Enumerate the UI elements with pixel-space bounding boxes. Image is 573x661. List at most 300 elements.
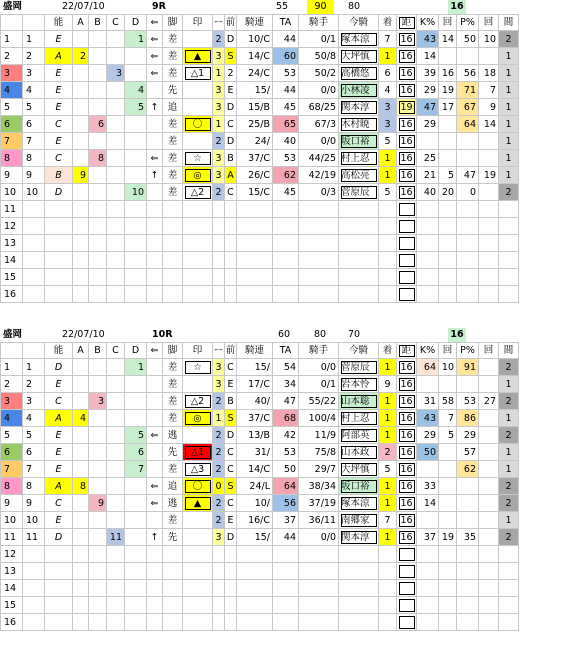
p-percent bbox=[457, 201, 479, 218]
distance[interactable] bbox=[397, 235, 417, 252]
finish-position: 5 bbox=[379, 461, 397, 478]
distance[interactable] bbox=[397, 597, 417, 614]
rank-c bbox=[107, 235, 125, 252]
ta-score bbox=[273, 286, 299, 303]
k-percent bbox=[417, 269, 439, 286]
ability-rank[interactable] bbox=[45, 218, 73, 235]
current-jockey[interactable]: 山本政 bbox=[339, 444, 379, 461]
current-jockey[interactable]: 大坪慎 bbox=[339, 461, 379, 478]
current-jockey[interactable] bbox=[339, 597, 379, 614]
k-percent: 14 bbox=[417, 495, 439, 512]
rank-c bbox=[107, 563, 125, 580]
prediction-mark[interactable] bbox=[183, 31, 213, 48]
current-jockey[interactable]: 南郷家 bbox=[339, 512, 379, 529]
distance[interactable]: 16 bbox=[397, 495, 417, 512]
current-jockey[interactable] bbox=[339, 235, 379, 252]
table-row bbox=[1, 286, 519, 303]
prediction-mark[interactable] bbox=[183, 546, 213, 563]
horse-number: 5 bbox=[1, 99, 23, 116]
column-header-finish-position: 着 bbox=[379, 15, 397, 31]
distance[interactable] bbox=[397, 563, 417, 580]
distance[interactable]: 16 bbox=[397, 31, 417, 48]
current-jockey[interactable]: 坂口裕 bbox=[339, 133, 379, 150]
jockey-combo: 31/ bbox=[237, 444, 273, 461]
distance[interactable]: 16 bbox=[397, 512, 417, 529]
p-percent: 57 bbox=[457, 444, 479, 461]
distance[interactable]: 16 bbox=[397, 529, 417, 546]
rank-d bbox=[125, 150, 147, 167]
p-percent bbox=[457, 286, 479, 303]
running-style bbox=[163, 563, 183, 580]
rank-c bbox=[107, 31, 125, 48]
prediction-mark[interactable]: △1 bbox=[183, 65, 213, 82]
rank-a bbox=[73, 546, 89, 563]
table-row bbox=[1, 235, 519, 252]
previous-rank: C bbox=[225, 461, 237, 478]
p-count bbox=[479, 461, 499, 478]
frame-number: 9 bbox=[23, 495, 45, 512]
frame-number: 3 bbox=[23, 393, 45, 410]
frame-number bbox=[23, 252, 45, 269]
current-jockey[interactable] bbox=[339, 286, 379, 303]
prediction-mark[interactable]: ▲ bbox=[183, 48, 213, 65]
ability-rank[interactable]: D bbox=[45, 359, 73, 376]
current-jockey[interactable]: 高橋悠 bbox=[339, 65, 379, 82]
prediction-mark[interactable] bbox=[183, 201, 213, 218]
column-header-ta-score: TA bbox=[273, 15, 299, 31]
current-jockey[interactable]: 木村暁 bbox=[339, 116, 379, 133]
jockey-record: 42/19 bbox=[299, 167, 339, 184]
column-header-dash-value: ー bbox=[213, 15, 225, 31]
dash-value bbox=[213, 580, 225, 597]
interval bbox=[499, 286, 519, 303]
prediction-mark[interactable] bbox=[183, 252, 213, 269]
running-style: 差 bbox=[163, 133, 183, 150]
p-percent bbox=[457, 614, 479, 631]
current-jockey[interactable]: 塚本涼 bbox=[339, 31, 379, 48]
running-style bbox=[163, 614, 183, 631]
current-jockey[interactable]: 阿部英 bbox=[339, 427, 379, 444]
rank-d bbox=[125, 201, 147, 218]
prediction-mark[interactable]: ◎ bbox=[183, 410, 213, 427]
table-row bbox=[1, 376, 519, 393]
dash-value: 3 bbox=[213, 359, 225, 376]
arrow-indicator bbox=[147, 235, 163, 252]
ability-rank[interactable]: D bbox=[45, 184, 73, 201]
current-jockey[interactable] bbox=[339, 563, 379, 580]
p-count bbox=[479, 563, 499, 580]
finish-position: 1 bbox=[379, 393, 397, 410]
running-style: 逃 bbox=[163, 427, 183, 444]
table-row bbox=[1, 444, 519, 461]
rank-d: 7 bbox=[125, 461, 147, 478]
current-jockey[interactable] bbox=[339, 269, 379, 286]
jockey-record bbox=[299, 252, 339, 269]
rank-a bbox=[73, 286, 89, 303]
ability-rank[interactable]: C bbox=[45, 393, 73, 410]
dash-value: 2 bbox=[213, 427, 225, 444]
current-jockey[interactable] bbox=[339, 252, 379, 269]
prediction-mark[interactable] bbox=[183, 597, 213, 614]
ability-rank[interactable]: E bbox=[45, 512, 73, 529]
rank-b: 3 bbox=[89, 393, 107, 410]
ability-rank[interactable]: D bbox=[45, 529, 73, 546]
prediction-mark[interactable]: ◎ bbox=[183, 167, 213, 184]
distance[interactable]: 16 bbox=[397, 116, 417, 133]
k-count: 20 bbox=[439, 184, 457, 201]
current-jockey[interactable] bbox=[339, 218, 379, 235]
k-percent: 39 bbox=[417, 65, 439, 82]
prediction-mark[interactable] bbox=[183, 580, 213, 597]
prediction-mark[interactable] bbox=[183, 235, 213, 252]
rank-a bbox=[73, 495, 89, 512]
p-count bbox=[479, 359, 499, 376]
p-percent bbox=[457, 48, 479, 65]
race-date: 22/07/10 bbox=[62, 329, 105, 340]
distance[interactable]: 16 bbox=[397, 376, 417, 393]
ability-rank[interactable]: C bbox=[45, 495, 73, 512]
prediction-mark[interactable]: △2 bbox=[183, 184, 213, 201]
p-percent: 67 bbox=[457, 99, 479, 116]
rank-d bbox=[125, 529, 147, 546]
ability-rank[interactable] bbox=[45, 597, 73, 614]
horse-number: 9 bbox=[1, 495, 23, 512]
ability-rank[interactable]: A bbox=[45, 48, 73, 65]
distance[interactable]: 16 bbox=[397, 184, 417, 201]
previous-rank: D bbox=[225, 133, 237, 150]
ability-rank[interactable]: E bbox=[45, 99, 73, 116]
table-row bbox=[1, 252, 519, 269]
horse-number: 13 bbox=[1, 235, 23, 252]
distance[interactable]: 16 bbox=[397, 393, 417, 410]
rank-b bbox=[89, 359, 107, 376]
rank-d bbox=[125, 546, 147, 563]
jockey-combo bbox=[237, 218, 273, 235]
distance[interactable]: 16 bbox=[397, 461, 417, 478]
ta-score: 65 bbox=[273, 116, 299, 133]
arrow-indicator: ⇐ bbox=[147, 478, 163, 495]
previous-rank: C bbox=[225, 116, 237, 133]
prediction-mark[interactable]: 〇 bbox=[183, 478, 213, 495]
table-row bbox=[1, 410, 519, 427]
frame-number bbox=[23, 201, 45, 218]
ability-rank[interactable]: C bbox=[45, 116, 73, 133]
distance[interactable] bbox=[397, 614, 417, 631]
prediction-mark[interactable]: △3 bbox=[183, 461, 213, 478]
jockey-record: 0/3 bbox=[299, 184, 339, 201]
ta-score: 45 bbox=[273, 184, 299, 201]
rank-b: 9 bbox=[89, 495, 107, 512]
rank-a bbox=[73, 269, 89, 286]
distance[interactable] bbox=[397, 580, 417, 597]
current-jockey[interactable]: 坂口裕 bbox=[339, 478, 379, 495]
arrow-indicator: ↑ bbox=[147, 99, 163, 116]
ability-rank[interactable] bbox=[45, 286, 73, 303]
current-jockey[interactable]: 山本聡 bbox=[339, 393, 379, 410]
jockey-record: 55/22 bbox=[299, 393, 339, 410]
ta-score bbox=[273, 546, 299, 563]
rank-b bbox=[89, 597, 107, 614]
rank-b bbox=[89, 529, 107, 546]
ability-rank[interactable]: E bbox=[45, 31, 73, 48]
prediction-mark[interactable] bbox=[183, 99, 213, 116]
ta-score: 56 bbox=[273, 495, 299, 512]
prediction-mark[interactable] bbox=[183, 427, 213, 444]
rank-c bbox=[107, 201, 125, 218]
finish-position: 9 bbox=[379, 376, 397, 393]
jockey-record: 0/0 bbox=[299, 82, 339, 99]
k-count: 14 bbox=[439, 31, 457, 48]
jockey-combo: 15/ bbox=[237, 359, 273, 376]
prediction-mark[interactable] bbox=[183, 614, 213, 631]
horse-number: 16 bbox=[1, 286, 23, 303]
rank-b bbox=[89, 167, 107, 184]
k-count: 16 bbox=[439, 65, 457, 82]
distance[interactable]: 16 bbox=[397, 48, 417, 65]
prediction-mark[interactable]: 〇 bbox=[183, 116, 213, 133]
ability-rank[interactable]: B bbox=[45, 167, 73, 184]
ability-rank[interactable] bbox=[45, 614, 73, 631]
column-header-ability-rank: 能 bbox=[45, 15, 73, 31]
k-percent bbox=[417, 563, 439, 580]
jockey-record: 38/34 bbox=[299, 478, 339, 495]
current-jockey[interactable] bbox=[339, 201, 379, 218]
jockey-combo bbox=[237, 201, 273, 218]
dash-value: 2 bbox=[213, 512, 225, 529]
prediction-mark[interactable] bbox=[183, 512, 213, 529]
p-count bbox=[479, 252, 499, 269]
prediction-mark[interactable]: ☆ bbox=[183, 359, 213, 376]
distance[interactable]: 16 bbox=[397, 65, 417, 82]
current-jockey[interactable]: 塚本涼 bbox=[339, 495, 379, 512]
rank-c bbox=[107, 252, 125, 269]
p-percent: 91 bbox=[457, 359, 479, 376]
frame-number: 5 bbox=[23, 99, 45, 116]
distance[interactable] bbox=[397, 286, 417, 303]
horse-number: 1 bbox=[1, 359, 23, 376]
prediction-mark[interactable] bbox=[183, 218, 213, 235]
ability-rank[interactable]: E bbox=[45, 461, 73, 478]
prediction-mark[interactable] bbox=[183, 269, 213, 286]
rank-b bbox=[89, 218, 107, 235]
distance[interactable]: 16 bbox=[397, 478, 417, 495]
rank-b bbox=[89, 184, 107, 201]
current-jockey[interactable]: 菅原辰 bbox=[339, 184, 379, 201]
ability-rank[interactable] bbox=[45, 269, 73, 286]
dash-value bbox=[213, 286, 225, 303]
distance-header: 16 bbox=[448, 0, 466, 14]
running-style: 差 bbox=[163, 48, 183, 65]
current-jockey[interactable]: 関本淳 bbox=[339, 529, 379, 546]
k-count bbox=[439, 269, 457, 286]
column-header-distance: 距 bbox=[397, 343, 417, 359]
rank-d: 4 bbox=[125, 82, 147, 99]
distance[interactable]: 16 bbox=[397, 427, 417, 444]
current-jockey[interactable]: 大坪慎 bbox=[339, 48, 379, 65]
interval: 2 bbox=[499, 427, 519, 444]
rank-a: 8 bbox=[73, 478, 89, 495]
dash-value: 2 bbox=[213, 184, 225, 201]
rank-a bbox=[73, 150, 89, 167]
k-count: 19 bbox=[439, 529, 457, 546]
p-percent bbox=[457, 235, 479, 252]
finish-position bbox=[379, 286, 397, 303]
frame-number: 6 bbox=[23, 116, 45, 133]
rank-d bbox=[125, 512, 147, 529]
ability-rank[interactable] bbox=[45, 563, 73, 580]
current-jockey[interactable]: 小林凌 bbox=[339, 82, 379, 99]
interval: 1 bbox=[499, 444, 519, 461]
ta-score bbox=[273, 580, 299, 597]
prediction-mark[interactable] bbox=[183, 133, 213, 150]
rank-c bbox=[107, 48, 125, 65]
horse-number: 14 bbox=[1, 580, 23, 597]
ability-rank[interactable]: A bbox=[45, 410, 73, 427]
p-percent: 86 bbox=[457, 410, 479, 427]
distance[interactable]: 16 bbox=[397, 359, 417, 376]
ability-rank[interactable] bbox=[45, 252, 73, 269]
prediction-mark[interactable]: △2 bbox=[183, 393, 213, 410]
arrow-indicator bbox=[147, 116, 163, 133]
horse-number: 3 bbox=[1, 393, 23, 410]
horse-number: 6 bbox=[1, 444, 23, 461]
running-style: 差 bbox=[163, 65, 183, 82]
k-percent: 21 bbox=[417, 167, 439, 184]
running-style bbox=[163, 201, 183, 218]
k-count: 19 bbox=[439, 82, 457, 99]
rank-a bbox=[73, 133, 89, 150]
ability-rank[interactable] bbox=[45, 201, 73, 218]
current-jockey[interactable] bbox=[339, 546, 379, 563]
track-name: 盛岡 bbox=[3, 329, 23, 340]
current-jockey[interactable] bbox=[339, 580, 379, 597]
ability-rank[interactable] bbox=[45, 546, 73, 563]
distance[interactable]: 16 bbox=[397, 410, 417, 427]
ability-rank[interactable] bbox=[45, 235, 73, 252]
previous-rank bbox=[225, 546, 237, 563]
rank-d bbox=[125, 269, 147, 286]
prediction-mark[interactable] bbox=[183, 286, 213, 303]
rank-c bbox=[107, 461, 125, 478]
ability-rank[interactable]: A bbox=[45, 478, 73, 495]
horse-number: 10 bbox=[1, 184, 23, 201]
current-jockey[interactable]: 村上忍 bbox=[339, 410, 379, 427]
interval bbox=[499, 563, 519, 580]
frame-number bbox=[23, 218, 45, 235]
ta-score: 37 bbox=[273, 512, 299, 529]
prediction-mark[interactable]: ☆ bbox=[183, 150, 213, 167]
current-jockey[interactable]: 菅原辰 bbox=[339, 359, 379, 376]
prediction-mark[interactable] bbox=[183, 563, 213, 580]
p-percent bbox=[457, 252, 479, 269]
distance[interactable]: 16 bbox=[397, 82, 417, 99]
k-percent: 14 bbox=[417, 48, 439, 65]
frame-number: 7 bbox=[23, 461, 45, 478]
ability-rank[interactable]: E bbox=[45, 133, 73, 150]
jockey-record: 0/1 bbox=[299, 376, 339, 393]
distance[interactable] bbox=[397, 546, 417, 563]
frame-number bbox=[23, 580, 45, 597]
distance[interactable]: 16 bbox=[397, 167, 417, 184]
finish-position: 1 bbox=[379, 167, 397, 184]
jockey-combo bbox=[237, 563, 273, 580]
ability-rank[interactable]: E bbox=[45, 376, 73, 393]
prediction-mark[interactable]: △1 bbox=[183, 444, 213, 461]
rank-a bbox=[73, 393, 89, 410]
p-percent bbox=[457, 150, 479, 167]
distance[interactable] bbox=[397, 252, 417, 269]
ta-score bbox=[273, 218, 299, 235]
arrow-indicator bbox=[147, 201, 163, 218]
current-jockey[interactable] bbox=[339, 614, 379, 631]
ability-rank[interactable] bbox=[45, 580, 73, 597]
current-jockey[interactable]: 岩本怜 bbox=[339, 376, 379, 393]
frame-number: 4 bbox=[23, 410, 45, 427]
frame-number: 2 bbox=[23, 376, 45, 393]
prediction-mark[interactable]: ▲ bbox=[183, 495, 213, 512]
column-header-k-percent: K% bbox=[417, 343, 439, 359]
dash-value bbox=[213, 235, 225, 252]
column-header-running-style: 脚 bbox=[163, 15, 183, 31]
ability-rank[interactable]: E bbox=[45, 82, 73, 99]
dash-value: 2 bbox=[213, 444, 225, 461]
interval bbox=[499, 235, 519, 252]
current-jockey[interactable]: 村上忍 bbox=[339, 150, 379, 167]
current-jockey[interactable]: 高松亮 bbox=[339, 167, 379, 184]
ability-rank[interactable]: C bbox=[45, 150, 73, 167]
jockey-combo bbox=[237, 597, 273, 614]
column-header-finish-position: 着 bbox=[379, 343, 397, 359]
running-style: 差 bbox=[163, 410, 183, 427]
rank-d bbox=[125, 376, 147, 393]
distance[interactable]: 16 bbox=[397, 150, 417, 167]
finish-position bbox=[379, 597, 397, 614]
jockey-record: 50/2 bbox=[299, 65, 339, 82]
dash-value bbox=[213, 252, 225, 269]
ta-score: 60 bbox=[273, 48, 299, 65]
jockey-record bbox=[299, 269, 339, 286]
prediction-mark[interactable] bbox=[183, 529, 213, 546]
distance[interactable]: 19 bbox=[397, 99, 417, 116]
jockey-combo: 10/C bbox=[237, 31, 273, 48]
distance[interactable] bbox=[397, 218, 417, 235]
dash-value: 2 bbox=[213, 133, 225, 150]
table-row bbox=[1, 99, 519, 116]
rank-b bbox=[89, 376, 107, 393]
distance[interactable]: 16 bbox=[397, 444, 417, 461]
interval: 1 bbox=[499, 376, 519, 393]
prediction-mark[interactable] bbox=[183, 376, 213, 393]
rank-b bbox=[89, 563, 107, 580]
distance[interactable] bbox=[397, 269, 417, 286]
distance[interactable]: 16 bbox=[397, 133, 417, 150]
ability-rank[interactable]: E bbox=[45, 444, 73, 461]
arrow-indicator bbox=[147, 269, 163, 286]
frame-number: 9 bbox=[23, 167, 45, 184]
ability-rank[interactable]: E bbox=[45, 427, 73, 444]
p-percent bbox=[457, 512, 479, 529]
table-row bbox=[1, 167, 519, 184]
ability-rank[interactable]: E bbox=[45, 65, 73, 82]
running-style: 先 bbox=[163, 82, 183, 99]
interval: 2 bbox=[499, 359, 519, 376]
rank-a: 4 bbox=[73, 410, 89, 427]
rank-a bbox=[73, 31, 89, 48]
prediction-mark[interactable] bbox=[183, 82, 213, 99]
arrow-indicator: ⇐ bbox=[147, 427, 163, 444]
distance[interactable] bbox=[397, 201, 417, 218]
current-jockey[interactable]: 関本淳 bbox=[339, 99, 379, 116]
